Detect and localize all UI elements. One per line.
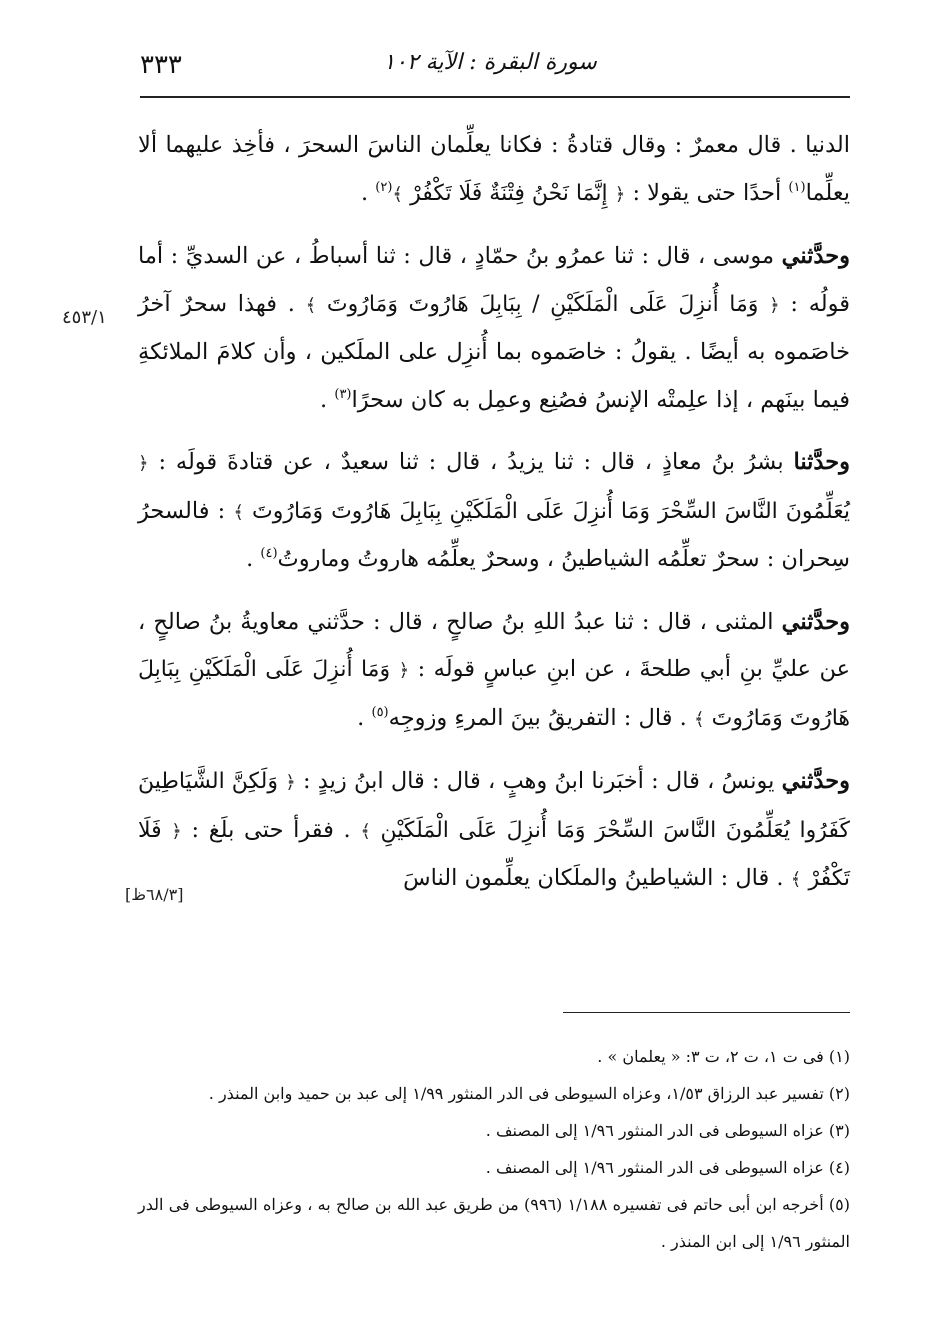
paragraph-text: . قال : الشياطينُ والملَكان يعلِّمون الناسَ (403, 865, 784, 891)
ornate-bracket-open: ﴿ (614, 183, 626, 205)
ornate-bracket-open: ﴿ (769, 294, 780, 316)
quran-quote: وَلَكِنَّ الشَّيَاطِينَ كَفَرُوا يُعَلِّمُونَ النَّاسَ السِّحْرَ وَمَا أُنزِلَ عَلَى الْمَلَكَيْنِ (138, 769, 850, 843)
footnote: (٥) أخرجه ابن أبى حاتم فى تفسيره ١/١٨٨ (٩٩٦) من طريق عبد الله بن صالح به ، وعزاه السيوطى فى الدر المنثور ١/٩٦ إلى ابن المنذر . (138, 1195, 851, 1251)
ornate-bracket-open: ﴿ (285, 772, 296, 793)
main-text (138, 122, 850, 904)
paragraph-text: موسى ، قال : ثنا عمرُو بنُ حمّادٍ ، قال : ثنا أسباطُ ، عن السديِّ : أما قولُه : (138, 243, 851, 317)
quran-quote: وَمَا أُنزِلَ عَلَى الْمَلَكَيْنِ بِبَابِلَ هَارُوتَ وَمَارُوتَ (138, 657, 850, 731)
footnote-marker: (٢) (375, 179, 393, 195)
paragraph-text: : فالسحرُ سِحران : سحرٌ تعلِّمُه الشياطينُ ، وسحرٌ يعلِّمُه هاروتُ وماروتُ (138, 497, 850, 572)
page-number: ٣٣٣ (140, 50, 182, 80)
paragraph-text: بشرُ بنُ معاذٍ ، قال : ثنا يزيدُ ، قال : ثنا سعيدٌ ، عن قتادةَ قولَه : (158, 449, 784, 475)
quran-quote: وَمَا أُنزِلَ عَلَى الْمَلَكَيْنِ / بِبَابِلَ هَارُوتَ وَمَارُوتَ (326, 291, 759, 317)
narrator-keyword: وحدَّثني (781, 768, 851, 794)
footnote: (٤) عزاه السيوطى فى الدر المنثور ١/٩٦ إلى المصنف . (485, 1158, 850, 1177)
running-header-title: سورة البقرة : الآية ١٠٢ (383, 50, 597, 75)
margin-reference: ٤٥٣/١ (62, 307, 107, 328)
quran-quote: فَلَا تَكْفُرْ (138, 817, 850, 891)
ornate-bracket-open: ﴿ (138, 453, 149, 474)
paragraph (138, 599, 850, 744)
text-line: أحدًا حتى يقولا : (632, 179, 782, 206)
sentence-end: . (360, 179, 369, 206)
footnote: (١) فى ت ١، ت ٢، ت ٣: « يعلمان » . (597, 1047, 850, 1066)
footnote: (٣) عزاه السيوطى فى الدر المنثور ١/٩٦ إلى المصنف . (485, 1121, 850, 1140)
quran-quote: إِنَّمَا نَحْنُ فِتْنَةٌ فَلَا تَكْفُرْ (410, 180, 608, 206)
footnotes (138, 1038, 850, 1260)
footnote-marker: (٣) (334, 386, 352, 402)
narrator-keyword: وحدَّثني (781, 608, 850, 635)
paragraph (138, 439, 850, 584)
quran-quote: يُعَلِّمُونَ النَّاسَ السِّحْرَ وَمَا أُنزِلَ عَلَى الْمَلَكَيْنِ بِبَابِلَ هَارُوتَ وَمَارُوتَ (252, 498, 850, 524)
paragraph-text: . قال : التفريقُ بينَ المرءِ وزوجِه (388, 704, 687, 731)
ornate-bracket-open: ﴿ (398, 660, 410, 681)
sentence-end: . (357, 704, 365, 731)
ornate-bracket-open: ﴿ (171, 820, 182, 842)
footnote-separator (563, 1012, 850, 1013)
paragraph (138, 122, 850, 218)
footnote-marker: (٤) (260, 546, 278, 561)
paragraph-text: . فقرأ حتى بلَغ : (191, 816, 351, 843)
footnote-marker: (١) (788, 179, 806, 195)
paragraph (138, 233, 850, 424)
footnote: (٢) تفسير عبد الرزاق ١/٥٣، وعزاه السيوطى فى الدر المنثور ١/٩٩ إلى عبد بن حميد وابن المنذر . (208, 1084, 850, 1103)
paragraph (138, 758, 850, 904)
ornate-bracket-close: ﴾ (360, 820, 371, 842)
narrator-keyword: وحدَّثنا (793, 449, 851, 475)
sentence-end: . (246, 546, 254, 572)
ornate-bracket-close: ﴾ (392, 183, 403, 205)
paragraph-text: المثنى ، قال : ثنا عبدُ اللهِ بنُ صالحٍ ، قال : حدَّثني معاويةُ بنُ صالحٍ ، عن عليِّ بنِ أبي طلحةَ ، عن ابنِ عباسٍ قولَه : (138, 608, 851, 682)
sentence-end: . (320, 386, 328, 413)
footnote-marker: (٥) (371, 704, 389, 720)
paragraph-text: . فهذا سحرٌ آخرُ خاصَموه به أيضًا . يقولُ : خاصَموه بما أُنزِل على الملَكين ، وأن كلامَ الملائكةِ فيما بينَهم ، إذا علِمتْه الإنسُ فصُنِع وعمِل به كان سحرًا (138, 290, 850, 413)
ornate-bracket-close: ﴾ (233, 501, 244, 523)
ornate-bracket-close: ﴾ (790, 869, 802, 890)
text-line: الدنيا . قال معمرٌ : وقال قتادةُ : فكانا يعلِّمان الناسَ السحرَ ، فأخِذ عليهما ألا يعلِّما (138, 132, 850, 206)
ornate-bracket-close: ﴾ (305, 294, 317, 316)
header-rule (140, 96, 850, 98)
narrator-keyword: وحدَّثني (781, 243, 851, 269)
ornate-bracket-close: ﴾ (693, 708, 705, 730)
paragraph-text: يونسُ ، قال : أخبَرنا ابنُ وهبٍ ، قال : قال ابنُ زيدٍ : (302, 768, 775, 794)
margin-reference: [٦٨/٣ظ] (125, 885, 184, 904)
